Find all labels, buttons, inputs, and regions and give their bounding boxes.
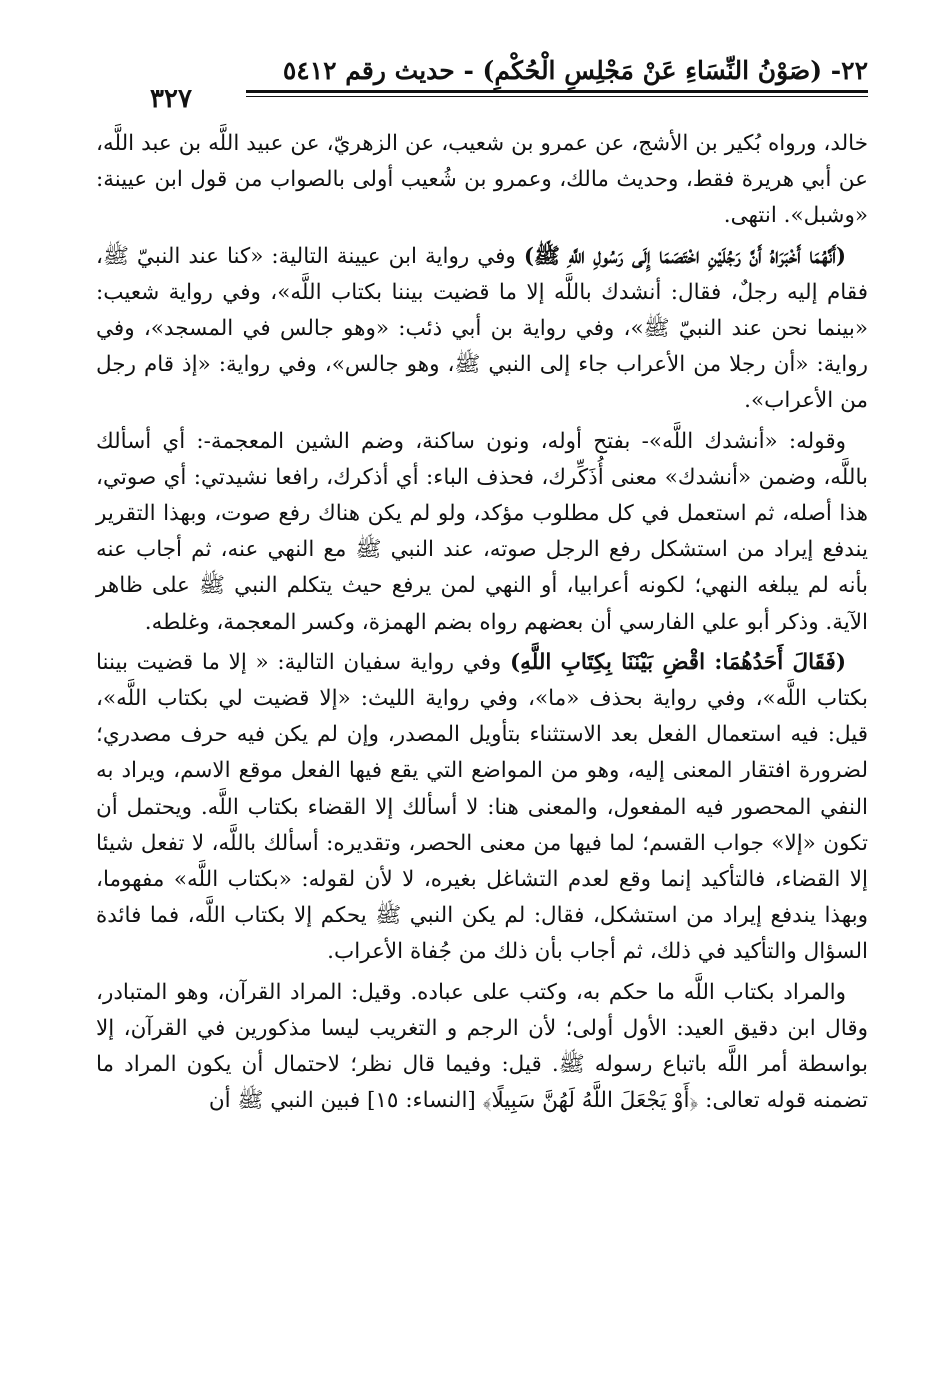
paragraph-lemma: (فَقَالَ أَحَدُهُمَا: اقْضِ بَيْنَنَا بِكِتَابِ اللَّهِ) <box>510 649 847 675</box>
header-title: ٢٢- (صَوْنُ النِّسَاءِ عَنْ مَجْلِسِ الْحُكْمِ) - حديث رقم ٥٤١٢ <box>282 56 868 85</box>
page <box>96 52 868 1123</box>
paragraph-5 <box>96 975 868 1120</box>
paragraph-text: والمراد بكتاب اللَّه ما حكم به، وكتب على عباده. وقيل: المراد القرآن، وهو المتبادر، وقال ابن دقيق العيد: الأول أولى؛ لأن الرجم و التغريب ليسا مذكورين في القرآن، إلا بواسطة أمر اللَّه باتباع رسوله ﷺ. قيل: وفيما قال نظر؛ لاحتمال أن يكون المراد ما تضمنه قوله تعالى: ﴿أَوْ يَجْعَلَ اللَّهُ لَهُنَّ سَبِيلًا﴾ [النساء: ١٥] فبين النبي ﷺ أن <box>96 979 868 1114</box>
running-header <box>96 52 868 88</box>
paragraph-text: وقوله: «أنشدك اللَّه»- بفتح أوله، ونون ساكنة، وضم الشين المعجمة-: أي أسألك باللَّه، وضمن «أنشدك» معنى أُذَكِّرك، فحذف الباء: أي أذكرك، رافعا نشيدتي: أي صوتي، هذا أصله، ثم استعمل في كل مطلوب مؤكد، ولو لم يكن هناك رفع صوت، وبهذا التقرير يندفع إيراد من استشكل رفع الرجل صوته، عند النبي ﷺ مع النهي عنه، ثم أجاب عنه بأنه لم يبلغه النهي؛ لكونه أعرابيا، أو النهي لمن يرفع حيث يتكلم النبي ﷺ على ظاهر الآية. وذكر أبو علي الفارسي أن بعضهم رواه بضم الهمزة، وكسر المعجمة، وغلطه. <box>96 428 868 635</box>
paragraph-text: وفي رواية سفيان التالية: « إلا ما قضيت بيننا بكتاب اللَّه»، وفي رواية بحذف «ما»، وفي رواية الليث: «إلا قضيت لي بكتاب اللَّه»، قيل: فيه استعمال الفعل بعد الاستثناء بتأويل المصدر، وإن لم يكن فيه حرف مصدري؛ لضرورة افتقار المعنى إليه، وهو من المواضع التي يقع فيها الفعل موقع الاسم، ويراد به النفي المحصور فيه المفعول، والمعنى هنا: لا أسألك إلا القضاء بكتاب اللَّه. ويحتمل أن تكون «إلا» جواب القسم؛ لما فيها من معنى الحصر، وتقديره: أسألك باللَّه، لا تفعل شيئا إلا القضاء، فالتأكيد إنما وقع لعدم التشاغل بغيره، لا لأن لقوله: «بكتاب اللَّه» مفهوما، وبهذا يندفع إيراد من استشكل، فقال: لم يكن النبي ﷺ يحكم إلا بكتاب اللَّه، فما فائدة السؤال والتأكيد في ذلك، ثم أجاب بأن ذلك من جُفاة الأعراب. <box>96 649 868 965</box>
paragraph-lemma: (أَنَّهُمَا أَخْبَرَاهُ أَنَّ رَجُلَيْنِ اخْتَصَمَا إِلَى رَسُولِ اللَّهِ ﷺ) <box>523 243 846 269</box>
paragraph-3 <box>96 424 868 641</box>
paragraph-1 <box>96 126 868 235</box>
body-text <box>96 126 868 1119</box>
paragraph-text: وفي رواية ابن عيينة التالية: «كنا عند النبيّ ﷺ، فقام إليه رجلٌ، فقال: أنشدك باللَّه إلا ما قضيت بيننا بكتاب اللَّه»، وفي رواية شعيب: «بينما نحن عند النبيّ ﷺ»، وفي رواية بن أبي ذئب: «وهو جالس في المسجد»، وفي رواية: «أن رجلا من الأعراب جاء إلى النبي ﷺ، وهو جالس»، وفي رواية: «إذ قام رجل من الأعراب». <box>96 243 868 414</box>
paragraph-4 <box>96 645 868 971</box>
paragraph-text: خالد، ورواه بُكير بن الأشج، عن عمرو بن شعيب، عن الزهريّ، عن عبيد اللَّه بن عبد اللَّه، عن أبي هريرة فقط، وحديث مالك، وعمرو بن شُعيب أولى بالصواب من قول ابن عيينة: «وشبل». انتهى. <box>96 131 868 229</box>
page-number: ٣٢٧ <box>96 84 246 114</box>
paragraph-2 <box>96 239 868 420</box>
